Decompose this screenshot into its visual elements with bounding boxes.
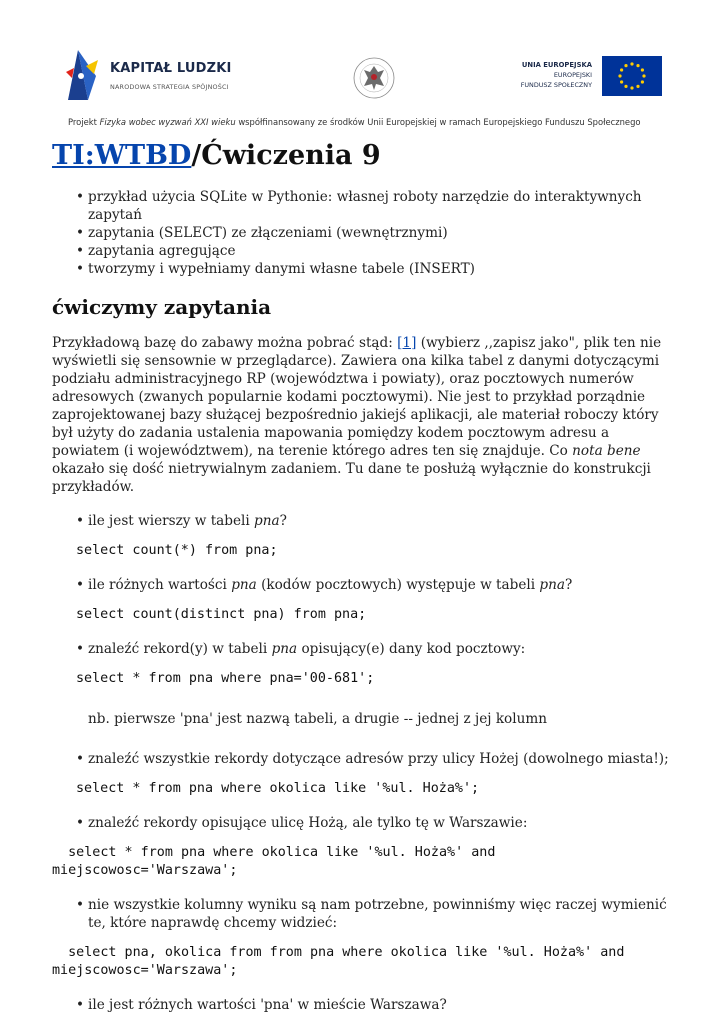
task-item: • znaleźć wszystkie rekordy dotyczące adresów przy ulicy Hożej (dowolnego miasta!); [52, 750, 672, 768]
task-item: • ile jest różnych wartości 'pna' w mieście Warszawa? [52, 996, 672, 1014]
eu-line3: FUNDUSZ SPOŁECZNY [520, 81, 592, 89]
topics-list [52, 188, 672, 278]
project-name: Fizyka wobec wyzwań XXI wieku [99, 117, 236, 127]
code-block [52, 944, 672, 980]
topic-item: • zapytania (SELECT) ze złączeniami (wewnętrznymi) [88, 224, 672, 242]
eu-line2: EUROPEJSKI [553, 71, 592, 79]
task-item: • ile różnych wartości pna (kodów pocztowych) występuje w tabeli pna? [52, 576, 672, 594]
kapital-ludzki-mark-icon [64, 46, 104, 102]
task-item: • znaleźć rekordy opisujące ulicę Hożą, ale tylko tę w Warszawie: [52, 814, 672, 832]
task-item: • nie wszystkie kolumny wyniku są nam potrzebne, powinniśmy więc raczej wymienić te, które naprawdę chcemy widzieć: [52, 896, 672, 932]
code-block: select count(*) from pna; [76, 543, 278, 558]
kapital-ludzki-logo [64, 46, 244, 102]
eu-title: UNIA EUROPEJSKA [521, 61, 592, 69]
code-line: select * from pna where okolica like '%ul. Hoża%' and [52, 845, 496, 860]
code-line: miejscowosc='Warszawa'; [52, 863, 238, 878]
code-block: select * from pna where pna='00-681'; [76, 671, 375, 686]
note-text: nb. pierwsze 'pna' jest nazwą tabeli, a drugie -- jednej z jej kolumn [88, 711, 547, 727]
title-link[interactable]: TI:WTBD [52, 140, 192, 171]
code-line: select pna, okolica from from pna where okolica like '%ul. Hoża%' and [52, 945, 625, 960]
section-heading: ćwiczymy zapytania [52, 295, 272, 319]
project-line: Projekt Fizyka wobec wyzwań XXI wieku współfinansowany ze środków Unii Europejskiej w ramach Europejskiego Funduszu Społecznego [68, 117, 641, 127]
kapital-ludzki-subtitle: NARODOWA STRATEGIA SPÓJNOŚCI [110, 83, 229, 91]
code-block: select * from pna where okolica like '%ul. Hoża%'; [76, 781, 480, 796]
code-block [52, 844, 672, 880]
topic-item: • tworzymy i wypełniamy danymi własne tabele (INSERT) [88, 260, 672, 278]
database-link[interactable]: [1] [397, 335, 417, 351]
code-line: miejscowosc='Warszawa'; [52, 963, 238, 978]
eu-logo [500, 56, 662, 98]
code-block: select count(distinct pna) from pna; [76, 607, 367, 622]
task-item: • znaleźć rekord(y) w tabeli pna opisujący(e) dany kod pocztowy: [52, 640, 672, 658]
intro-paragraph: Przykładową bazę do zabawy można pobrać stąd: [1] (wybierz ,,zapisz jako", plik ten nie wyświetli się sensownie w przeglądarce). Zawiera ona kilka tabel z danymi dotyczącymi podziału administracyjnego RP (województwa i powiaty), oraz pocztowych numerów adresowych (zwanych popularnie kodami pocztowymi). Nie jest to przykład porządnie zaprojektowanej bazy służącej bezpośrednio jakiejś aplikacji, ale materiał roboczy który był użyty do zadania ustalenia mapowania pomiędzy kodem pocztowym adresu a powiatem (i województwem), na terenie którego adres ten się znajduje. Co nota bene okazało się dość nietrywialnym zadaniem. Tu dane te posłużą wyłącznie do konstrukcji przykładów. [52, 335, 662, 495]
page-title: TI:WTBD/Ćwiczenia 9 [52, 140, 381, 171]
topic-item: • zapytania agregujące [88, 242, 672, 260]
eu-flag-icon [602, 56, 662, 96]
kapital-ludzki-title: KAPITAŁ LUDZKI [110, 61, 232, 76]
task-item: • ile jest wierszy w tabeli pna? [52, 512, 672, 530]
page-header [0, 0, 725, 130]
main-content [52, 138, 672, 1014]
university-seal-icon [352, 56, 396, 100]
topic-item: • przykład użycia SQLite w Pythonie: własnej roboty narzędzie do interaktywnych zapytań [88, 188, 672, 224]
